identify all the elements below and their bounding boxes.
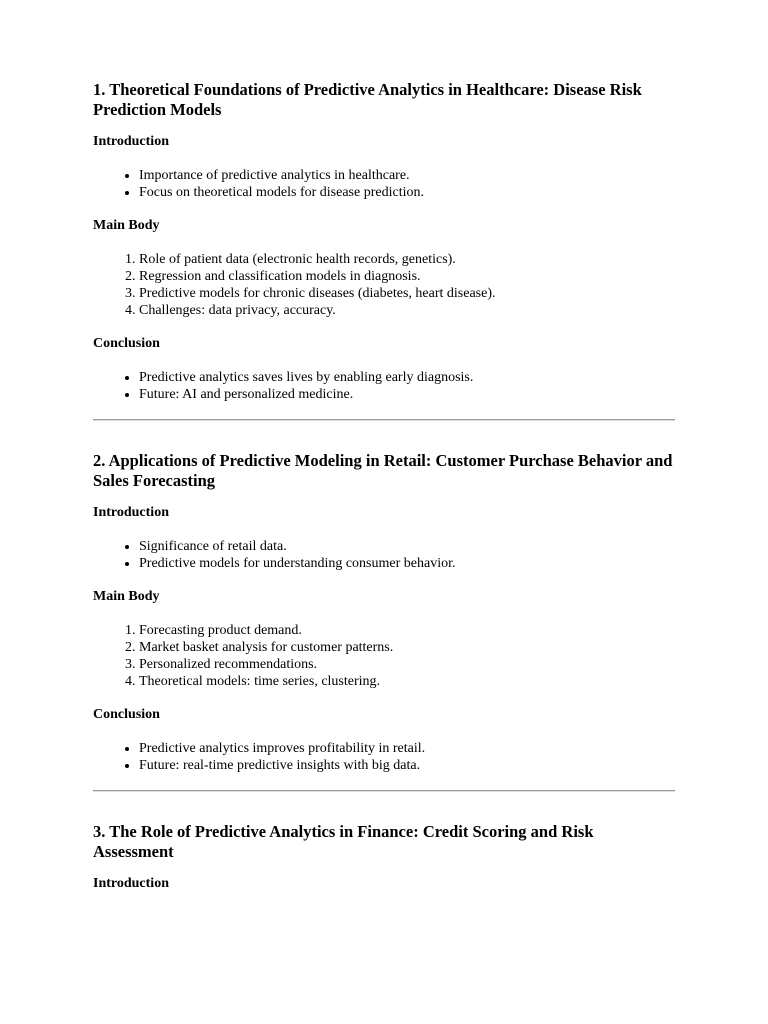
section-3	[93, 822, 675, 893]
list-item: • Predictive analytics saves lives by enabling early diagnosis.	[139, 369, 675, 386]
list-item: 3. Personalized recommendations.	[139, 656, 675, 673]
conclusion-heading: Conclusion	[93, 707, 160, 722]
conclusion-list	[93, 740, 675, 774]
conclusion-list	[93, 369, 675, 403]
list-item: • Importance of predictive analytics in healthcare.	[139, 167, 675, 184]
list-item: 4. Theoretical models: time series, clustering.	[139, 673, 675, 690]
introduction-list	[93, 167, 675, 201]
main-body-heading: Main Body	[93, 589, 160, 604]
main-body-list	[93, 251, 675, 319]
list-item: 1. Forecasting product demand.	[139, 622, 675, 639]
list-item: • Predictive models for understanding consumer behavior.	[139, 555, 675, 572]
list-item: • Focus on theoretical models for disease prediction.	[139, 184, 675, 201]
section-divider	[93, 790, 675, 792]
introduction-list	[93, 538, 675, 572]
section-title: 2. Applications of Predictive Modeling in Retail: Customer Purchase Behavior and Sales Forecasting	[93, 451, 673, 490]
list-item: 4. Challenges: data privacy, accuracy.	[139, 302, 675, 319]
list-item: • Future: AI and personalized medicine.	[139, 386, 675, 403]
introduction-heading: Introduction	[93, 876, 169, 891]
list-item: 2. Regression and classification models in diagnosis.	[139, 268, 675, 285]
list-item: • Predictive analytics improves profitability in retail.	[139, 740, 675, 757]
list-item: 1. Role of patient data (electronic health records, genetics).	[139, 251, 675, 268]
section-2	[93, 451, 675, 774]
section-divider	[93, 419, 675, 421]
introduction-heading: Introduction	[93, 134, 169, 149]
main-body-list	[93, 622, 675, 690]
main-body-heading: Main Body	[93, 218, 160, 233]
conclusion-heading: Conclusion	[93, 336, 160, 351]
document-content	[93, 80, 675, 909]
list-item: 3. Predictive models for chronic diseases (diabetes, heart disease).	[139, 285, 675, 302]
section-title: 1. Theoretical Foundations of Predictive Analytics in Healthcare: Disease Risk Prediction Models	[93, 80, 642, 119]
list-item: 2. Market basket analysis for customer patterns.	[139, 639, 675, 656]
section-title: 3. The Role of Predictive Analytics in Finance: Credit Scoring and Risk Assessment	[93, 822, 594, 861]
introduction-heading: Introduction	[93, 505, 169, 520]
section-1	[93, 80, 675, 403]
list-item: • Significance of retail data.	[139, 538, 675, 555]
list-item: • Future: real-time predictive insights with big data.	[139, 757, 675, 774]
